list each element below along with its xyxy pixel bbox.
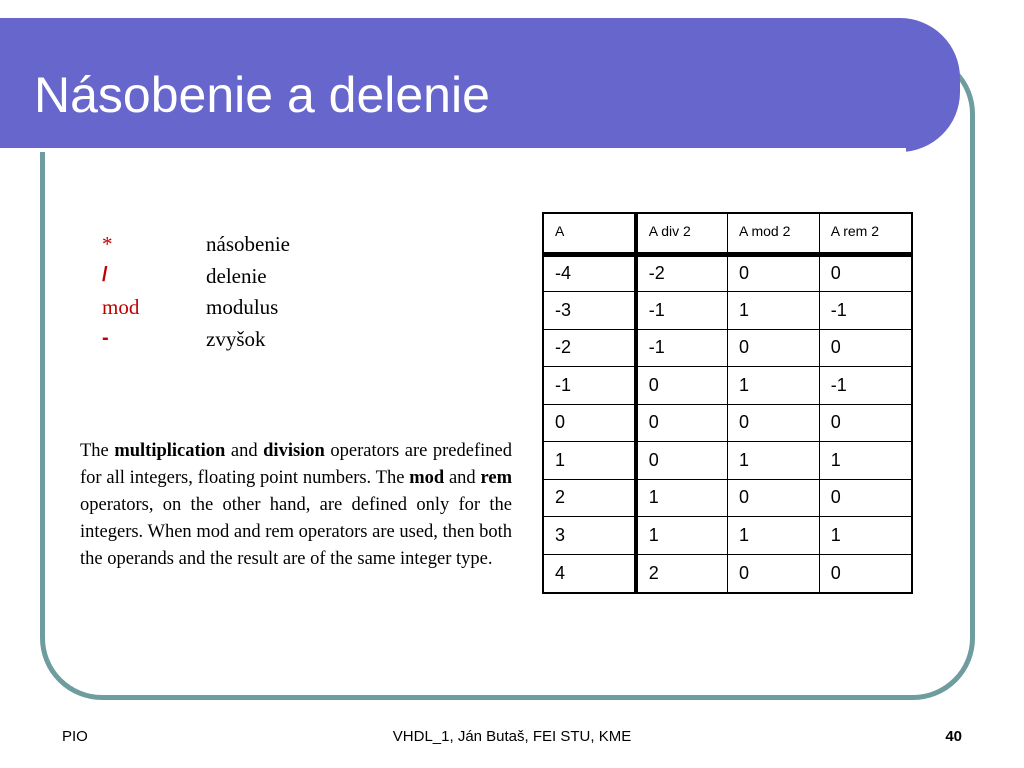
footer-center-text: VHDL_1, Ján Butaš, FEI STU, KME — [392, 728, 632, 745]
table-cell: 0 — [728, 404, 820, 442]
table-cell: -1 — [636, 329, 728, 367]
table-cell: 1 — [544, 442, 636, 480]
description-text: The — [80, 441, 115, 461]
table-cell: 1 — [636, 517, 728, 555]
operator-name: násobenie — [206, 232, 290, 256]
table-row — [544, 292, 911, 330]
description-keyword: division — [263, 441, 325, 461]
table-cell: 2 — [544, 479, 636, 517]
description-text: and — [225, 441, 264, 461]
table-row — [544, 554, 911, 592]
table-cell: 0 — [728, 554, 820, 592]
table-cell: 0 — [636, 442, 728, 480]
table-cell: -4 — [544, 254, 636, 292]
slide-title: Násobenie a delenie — [34, 67, 490, 123]
page-number: 40 — [945, 728, 962, 745]
table-cell: 1 — [636, 479, 728, 517]
table-cell: 1 — [819, 517, 911, 555]
results-table — [542, 212, 913, 594]
table-cell: 0 — [819, 404, 911, 442]
table-cell: -1 — [636, 292, 728, 330]
table-row — [544, 479, 911, 517]
description-text: operators are predefined for all integers, floating point numbers. The — [80, 441, 512, 488]
table-cell: -2 — [544, 329, 636, 367]
table-row — [544, 367, 911, 405]
column-header: A — [544, 214, 636, 254]
column-header: A div 2 — [636, 214, 728, 254]
operator-name: delenie — [206, 263, 267, 288]
table-cell: 0 — [819, 479, 911, 517]
table-cell: -1 — [819, 367, 911, 405]
table-cell: 0 — [728, 479, 820, 517]
title-underline — [0, 148, 906, 152]
description-keyword: rem — [480, 468, 512, 488]
table-cell: 0 — [819, 329, 911, 367]
table-cell: 0 — [819, 554, 911, 592]
table-cell: 1 — [819, 442, 911, 480]
operator-symbol: / — [102, 263, 108, 286]
operator-symbol: mod — [102, 295, 140, 319]
column-header: A rem 2 — [819, 214, 911, 254]
operator-name: modulus — [206, 295, 279, 319]
table-cell: 1 — [728, 442, 820, 480]
table-cell: 0 — [544, 404, 636, 442]
table-row — [544, 254, 911, 292]
description-text: and — [444, 468, 481, 488]
table-cell: 0 — [728, 329, 820, 367]
table-row — [544, 442, 911, 480]
table-cell: 1 — [728, 292, 820, 330]
table-cell: 0 — [636, 404, 728, 442]
description-keyword: multiplication — [114, 441, 226, 461]
operator-name: zvyšok — [206, 326, 266, 351]
table-row — [544, 517, 911, 555]
table-cell: 3 — [544, 517, 636, 555]
table-cell: 0 — [728, 254, 820, 292]
table-cell: 1 — [728, 517, 820, 555]
footer-left-text: PIO — [62, 728, 88, 745]
description-keyword: mod — [409, 468, 445, 488]
table-cell: -3 — [544, 292, 636, 330]
table-cell: -1 — [544, 367, 636, 405]
table-cell: 0 — [819, 254, 911, 292]
table-row — [544, 404, 911, 442]
table-cell: -2 — [636, 254, 728, 292]
table-cell: 2 — [636, 554, 728, 592]
description-paragraph — [80, 438, 512, 573]
table-header-row — [544, 214, 911, 254]
operator-symbol: - — [102, 326, 109, 349]
table-row — [544, 329, 911, 367]
table-cell: 4 — [544, 554, 636, 592]
column-header: A mod 2 — [728, 214, 820, 254]
table-cell: 0 — [636, 367, 728, 405]
table-cell: 1 — [728, 367, 820, 405]
description-text: operators, on the other hand, are defined only for the integers. When mod and rem operators are used, then both the operands and the result are of the same integer type. — [80, 495, 512, 569]
table-cell: -1 — [819, 292, 911, 330]
operator-symbol: * — [102, 232, 113, 256]
